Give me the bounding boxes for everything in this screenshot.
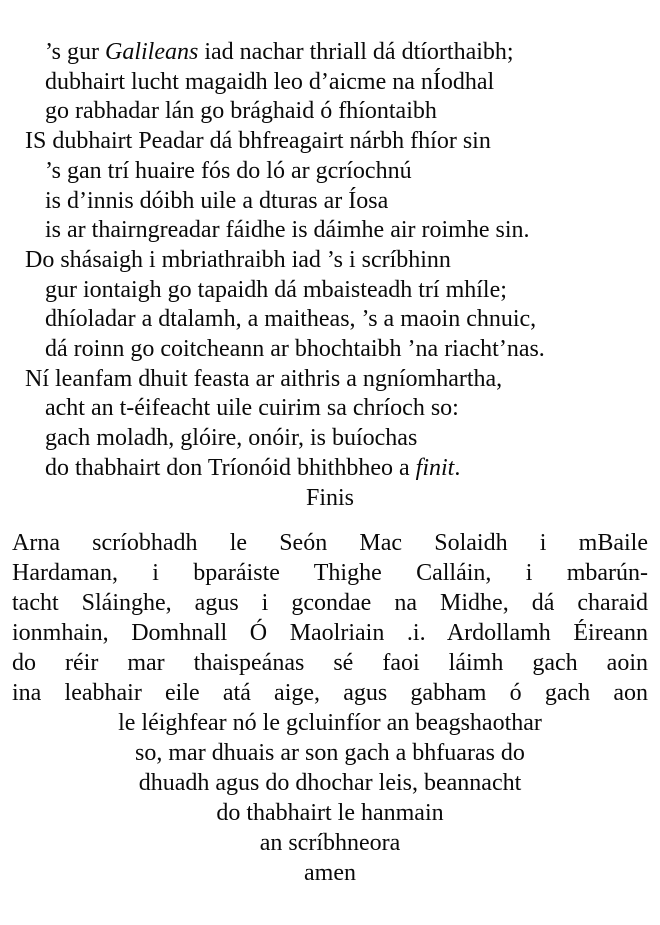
colophon-line: Hardaman, i bparáiste Thighe Calláin, i mbarún- — [12, 560, 648, 587]
poem-line: dá roinn go coitcheann ar bhochtaibh ’na riacht’nas. — [45, 336, 545, 363]
colophon-line: ina leabhair eile atá aige, agus gabham ó gach aon — [12, 680, 648, 707]
poem-line-italic-word: finit — [415, 454, 455, 481]
colophon-centered-line: le léighfear nó le gcluinfíor an beagshaothar — [118, 710, 542, 737]
poem-line: gach moladh, glóire, onóir, is buíochas — [45, 425, 418, 452]
colophon-centered-line: do thabhairt le hanmain — [216, 800, 444, 827]
colophon-line: Arna scríobhadh le Seón Mac Solaidh i mBaile — [12, 530, 648, 557]
poem-line: Ní leanfam dhuit feasta ar aithris a ngníomhartha, — [25, 365, 503, 392]
colophon-centered-line: so, mar dhuais ar son gach a bhfuaras do — [135, 740, 525, 767]
poem-line: IS dubhairt Peadar dá bhfreagairt nárbh fhíor sin — [25, 128, 491, 155]
colophon-line: ionmhain, Domhnall Ó Maolriain .i. Ardollamh Éireann — [12, 620, 648, 647]
poem-block — [12, 38, 648, 513]
poem-line: acht an t-éifeacht uile cuirim sa chríoch so: — [45, 395, 459, 422]
poem-line-text: iad nachar thriall dá dtíorthaibh; — [198, 39, 514, 65]
poem-line — [45, 454, 648, 484]
colophon-centered-line: an scríbhneora — [259, 830, 401, 857]
poem-line: is d’innis dóibh uile a dturas ar Íosa — [45, 187, 389, 214]
poem-line: ’s gan trí huaire fós do ló ar gcríochnú — [45, 157, 412, 184]
poem-line: gur iontaigh go tapaidh dá mbaisteadh trí mhíle; — [45, 276, 507, 303]
poem-line: dubhairt lucht magaidh leo d’aicme na nÍodhal — [45, 68, 495, 95]
poem-line-italic-word: Galileans — [105, 39, 199, 65]
poem-line-text: ’s gur — [45, 39, 105, 65]
colophon-centered-line: amen — [304, 860, 356, 887]
poem-line: is ar thairngreadar fáidhe is dáimhe air roimhe sin. — [45, 217, 530, 244]
poem-line — [45, 38, 648, 68]
poem-line-text: do thabhairt don Tríonóid bhithbheo a — [45, 454, 416, 481]
finis-heading: Finis — [305, 484, 355, 511]
colophon-line: do réir mar thaispeánas sé faoi láimh gach aoin — [12, 650, 648, 677]
colophon-line: tacht Sláinghe, agus i gcondae na Midhe, dá charaid — [12, 590, 648, 617]
poem-line: Do shásaigh i mbriathraibh iad ’s i scríbhinn — [25, 246, 451, 273]
poem-line: dhíoladar a dtalamh, a maitheas, ’s a maoin chnuic, — [45, 306, 537, 333]
colophon-centered-line: dhuadh agus do dhochar leis, beannacht — [138, 770, 522, 797]
poem-line: go rabhadar lán go brághaid ó fhíontaibh — [45, 98, 437, 125]
poem-line-text: . — [454, 454, 461, 481]
colophon-block — [12, 528, 648, 888]
